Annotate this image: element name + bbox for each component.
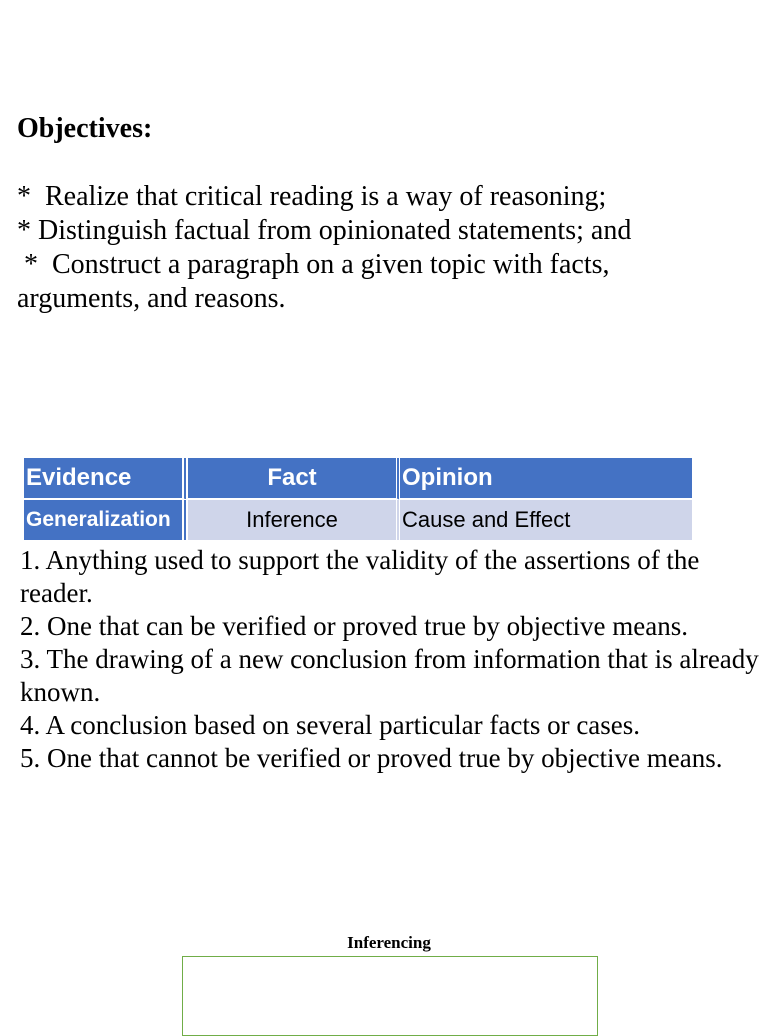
definition-item: 4. A conclusion based on several particular facts or cases.: [20, 710, 641, 740]
term-cell-cause-and-effect: Cause and Effect: [400, 500, 692, 540]
definition-item: 1. Anything used to support the validity of the assertions of the reader.: [20, 545, 700, 608]
objective-item: * Distinguish factual from opinionated statements; and: [17, 215, 632, 246]
definition-item: 3. The drawing of a new conclusion from information that is already known.: [20, 644, 759, 707]
definitions-list: [20, 544, 760, 775]
term-cell-opinion: Opinion: [400, 458, 692, 500]
table-row: [24, 500, 692, 540]
terms-table: [24, 458, 692, 540]
objectives-list: [17, 180, 757, 316]
objective-item: * Construct a paragraph on a given topic with facts,: [17, 249, 610, 280]
definition-item: 5. One that cannot be verified or proved true by objective means.: [20, 743, 723, 773]
objective-item: * Realize that critical reading is a way of reasoning;: [17, 181, 607, 212]
term-cell-evidence: Evidence: [24, 458, 188, 500]
definition-item: 2. One that can be verified or proved true by objective means.: [20, 611, 688, 641]
objectives-title: Objectives:: [17, 113, 153, 144]
term-cell-inference: Inference: [188, 500, 400, 540]
objective-item: arguments, and reasons.: [17, 283, 286, 314]
term-cell-generalization: Generalization: [24, 500, 188, 540]
term-cell-fact: Fact: [188, 458, 400, 500]
table-row: [24, 458, 692, 500]
inferencing-box: [182, 956, 598, 1036]
inferencing-label: Inferencing: [347, 933, 431, 952]
